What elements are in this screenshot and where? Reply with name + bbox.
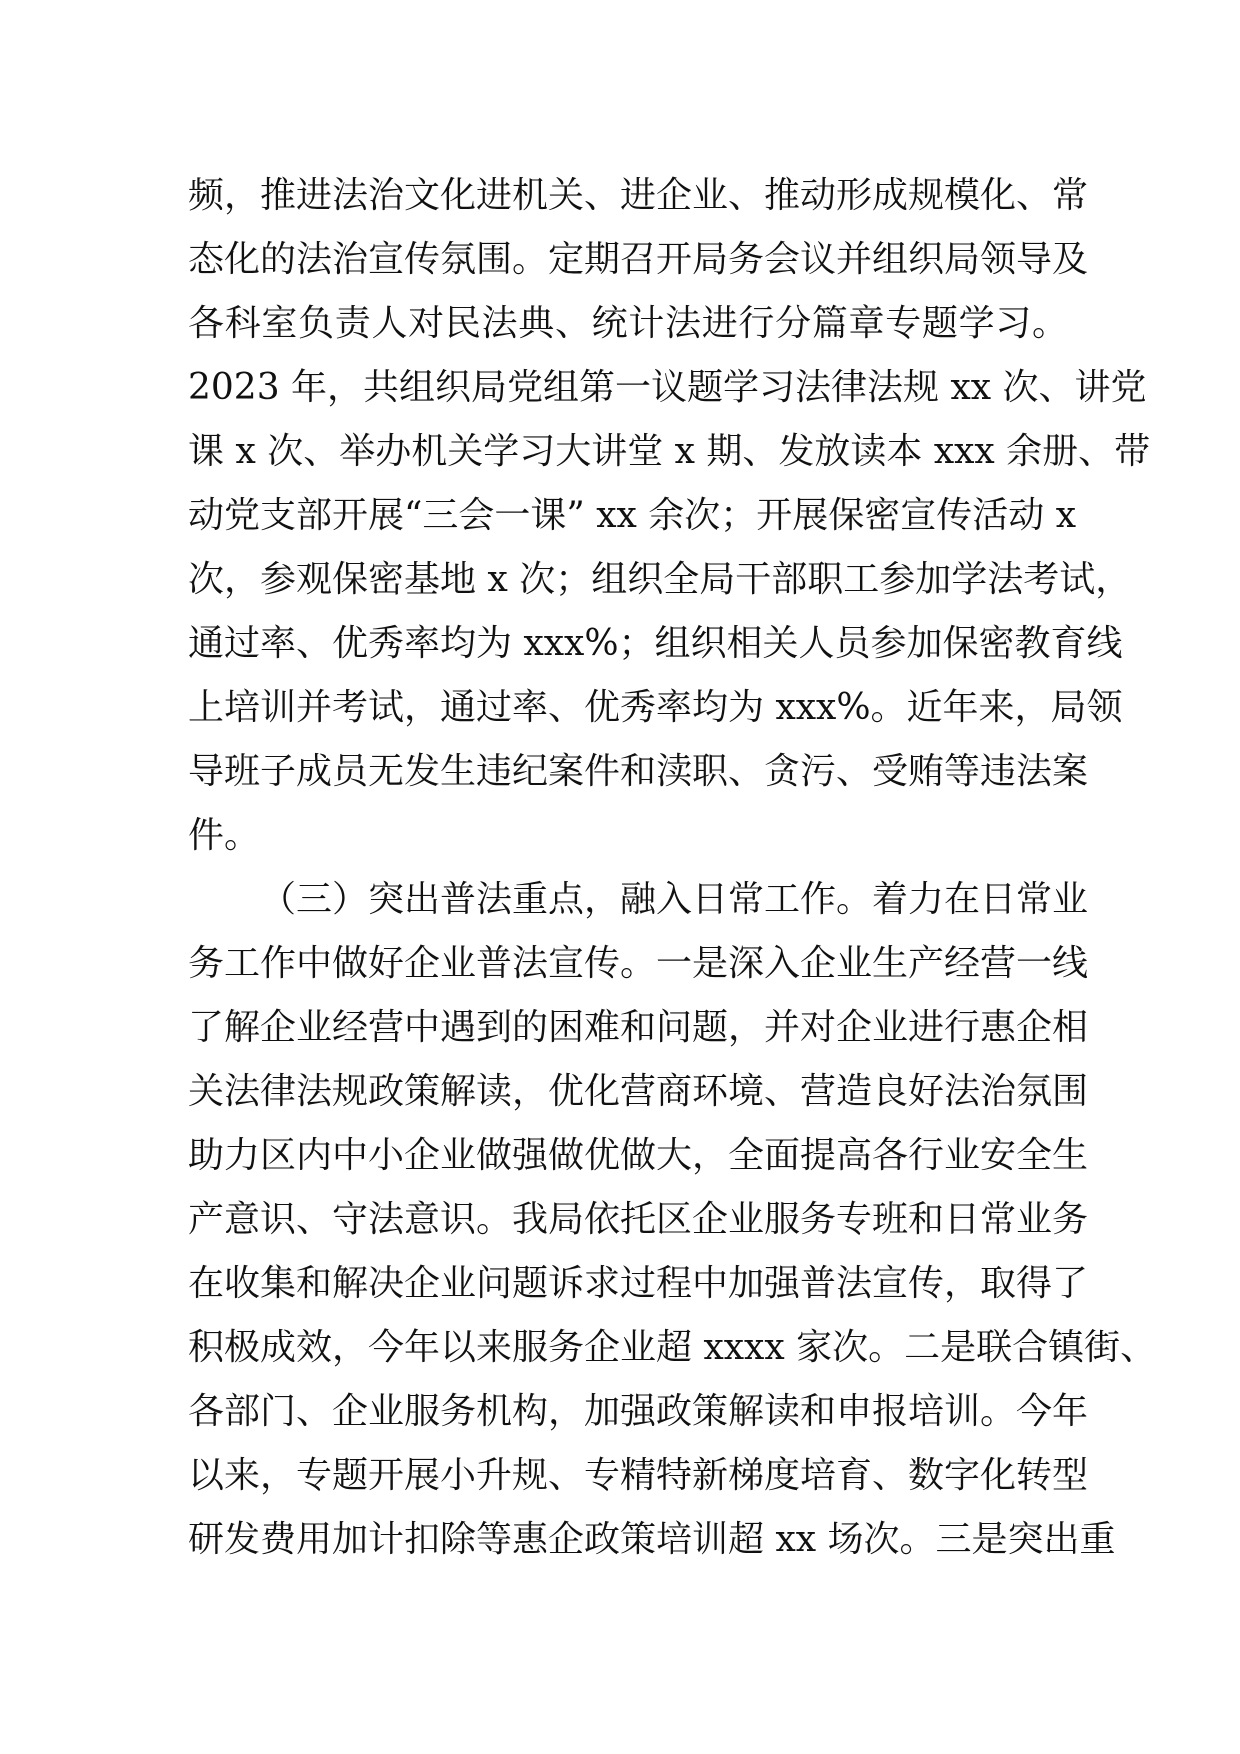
text-line: 助力区内中小企业做强做优做大，全面提高各行业安全生 (188, 1135, 1089, 1176)
text-line: 了解企业经营中遇到的困难和问题，并对企业进行惠企相 (188, 1007, 1089, 1048)
text-line: 各部门、企业服务机构，加强政策解读和申报培训。今年 (188, 1391, 1089, 1432)
text-line: 态化的法治宣传氛围。定期召开局务会议并组织局领导及 (188, 239, 1089, 280)
body-text (188, 164, 1157, 1572)
text-line: 次，参观保密基地 x 次；组织全局干部职工参加学法考试， (188, 559, 1132, 600)
text-line: 产意识、守法意识。我局依托区企业服务专班和日常业务 (188, 1199, 1089, 1240)
text-line: 通过率、优秀率均为 xxx%；组织相关人员参加保密教育线 (188, 623, 1123, 664)
text-line: 上培训并考试，通过率、优秀率均为 xxx%。近年来，局领 (188, 687, 1123, 728)
text-line: 关法律法规政策解读，优化营商环境、营造良好法治氛围 (188, 1071, 1089, 1112)
text-line: 各科室负责人对民法典、统计法进行分篇章专题学习。 (188, 303, 1068, 344)
text-line: 导班子成员无发生违纪案件和渎职、贪污、受贿等违法案 (188, 751, 1089, 792)
text-line: 件。 (188, 815, 261, 856)
text-line: 积极成效，今年以来服务企业超 xxxx 家次。二是联合镇街、 (188, 1327, 1157, 1368)
section-heading-line: （三）突出普法重点，融入日常工作。着力在日常业 (260, 879, 1089, 920)
text-line: 动党支部开展“三会一课” xx 余次；开展保密宣传活动 x (188, 495, 1077, 536)
text-line: 研发费用加计扣除等惠企政策培训超 xx 场次。三是突出重 (188, 1519, 1116, 1560)
text-line: 2023 年，共组织局党组第一议题学习法律法规 xx 次、讲党 (188, 367, 1147, 408)
text-line: 课 x 次、举办机关学习大讲堂 x 期、发放读本 xxx 余册、带 (188, 431, 1151, 472)
text-line: 在收集和解决企业问题诉求过程中加强普法宣传，取得了 (188, 1263, 1089, 1304)
text-line: 以来，专题开展小升规、专精特新梯度培育、数字化转型 (188, 1455, 1089, 1496)
text-line: 务工作中做好企业普法宣传。一是深入企业生产经营一线 (188, 943, 1089, 984)
text-line: 频，推进法治文化进机关、进企业、推动形成规模化、常 (188, 175, 1089, 216)
